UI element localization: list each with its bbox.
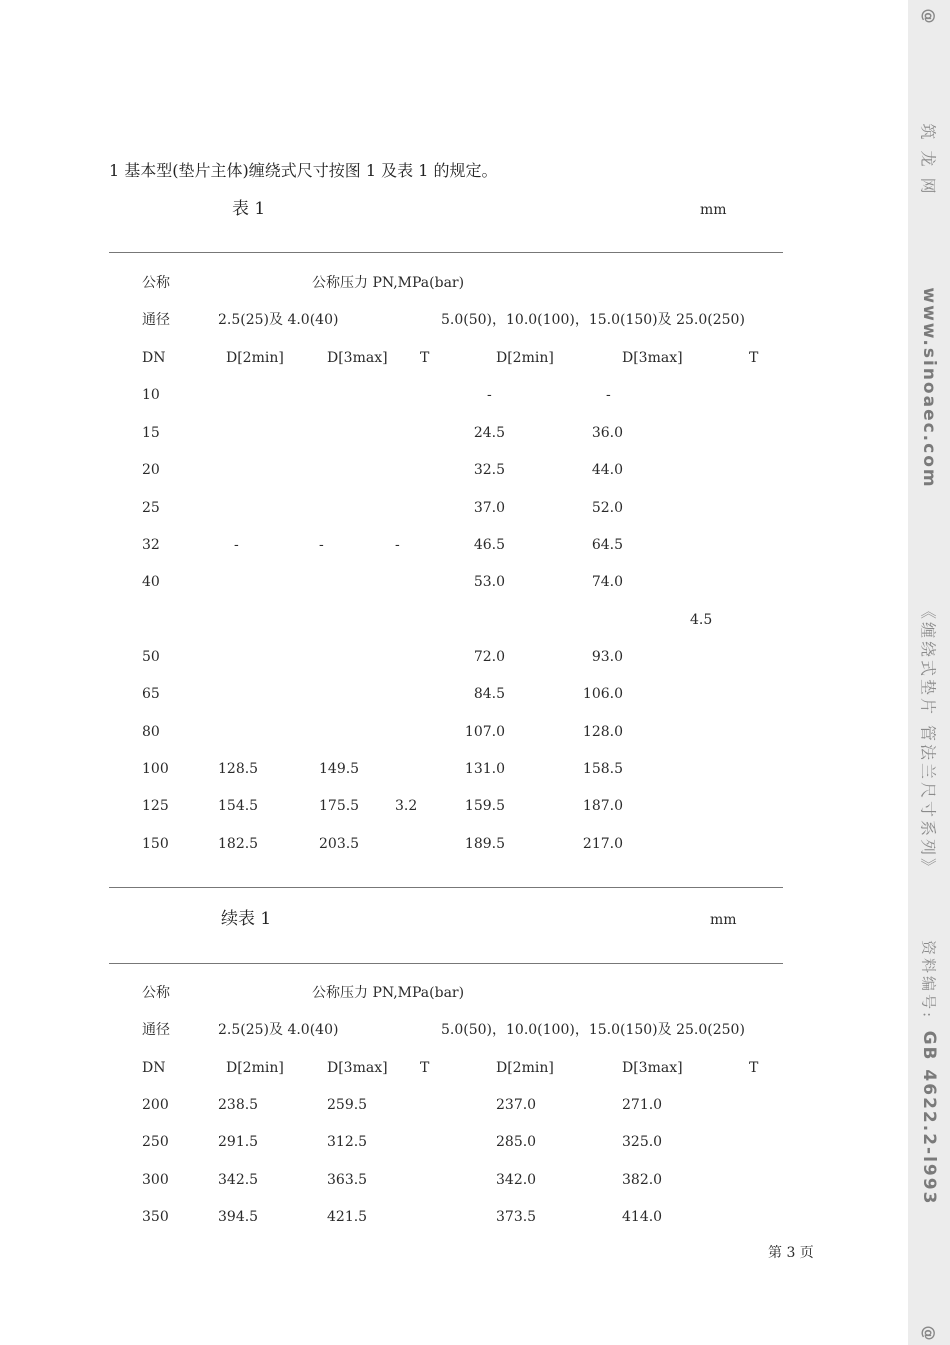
cell-d3max-2: 106.0 — [582, 686, 623, 702]
cell-d2min-2: 84.5 — [473, 686, 505, 702]
cell-dn: 150 — [142, 836, 169, 852]
at-icon: @ — [920, 1325, 938, 1341]
at-icon: @ — [920, 8, 938, 24]
header-d2min-2: D[2min] — [496, 1060, 554, 1076]
cell-dn: 50 — [142, 649, 160, 665]
header-t-2: T — [749, 350, 759, 366]
header-d3max-2: D[3max] — [622, 350, 683, 366]
header-d2min-1: D[2min] — [226, 350, 284, 366]
cell-d3max-2: 271.0 — [622, 1097, 663, 1113]
cell-dn: 125 — [142, 798, 169, 814]
unit-label: mm — [700, 202, 727, 218]
cell-d3max-2: - — [606, 387, 611, 403]
cell-dn: 300 — [142, 1172, 169, 1188]
cell-d3max-1: 203.5 — [319, 836, 360, 852]
header-d3max-1: D[3max] — [327, 1060, 388, 1076]
cell-dn: 25 — [142, 500, 160, 516]
cell-d2min-1: 182.5 — [218, 836, 259, 852]
cell-d2min-2: 72.0 — [473, 649, 505, 665]
cell-d3max-2: 52.0 — [591, 500, 623, 516]
cell-dn: 80 — [142, 724, 160, 740]
header-nominal: 公称 — [142, 985, 170, 1001]
cell-d2min-2: 53.0 — [473, 574, 505, 590]
cell-d2min-2: 342.0 — [496, 1172, 537, 1188]
cell-d3max-2: 93.0 — [591, 649, 623, 665]
cell-d3max-1: 312.5 — [327, 1134, 368, 1150]
header-group2: 5.0(50)，10.0(100)，15.0(150)及 25.0(250) — [441, 1022, 745, 1038]
header-pressure: 公称压力 PN,MPa(bar) — [312, 985, 465, 1001]
table-top-rule — [109, 252, 783, 253]
header-d2min-1: D[2min] — [226, 1060, 284, 1076]
cell-d2min-1: 394.5 — [218, 1209, 259, 1225]
cell-d2min-1: 238.5 — [218, 1097, 259, 1113]
table-caption: 表 1 — [232, 199, 266, 219]
cell-d3max-2: 128.0 — [582, 724, 623, 740]
site-url: www.sinoaec.com — [919, 287, 939, 489]
cell-d3max-1: 175.5 — [319, 798, 360, 814]
cell-dn: 40 — [142, 574, 160, 590]
cell-d2min-1: 291.5 — [218, 1134, 259, 1150]
cell-d2min-1: 342.5 — [218, 1172, 259, 1188]
cell-dn: 32 — [142, 537, 160, 553]
cell-dn: 350 — [142, 1209, 169, 1225]
cell-d2min-2: 46.5 — [473, 537, 505, 553]
cell-d2min-1: 154.5 — [218, 798, 259, 814]
unit-label: mm — [710, 912, 737, 928]
header-bore: 通径 — [142, 1022, 170, 1038]
cell-d3max-2: 382.0 — [622, 1172, 663, 1188]
table-caption: 续表 1 — [221, 909, 272, 929]
header-t-1: T — [420, 1060, 430, 1076]
cell-d3max-1: 259.5 — [327, 1097, 368, 1113]
cell-d2min-2: 32.5 — [473, 462, 505, 478]
cell-d3max-1: - — [319, 537, 324, 553]
cell-dn: 15 — [142, 425, 160, 441]
cell-d2min-2: 37.0 — [473, 500, 505, 516]
table-bottom-rule — [109, 887, 783, 888]
cell-d3max-2: 217.0 — [582, 836, 623, 852]
cell-d2min-1: - — [234, 537, 239, 553]
header-t-1: T — [420, 350, 430, 366]
cell-d2min-2: 373.5 — [496, 1209, 537, 1225]
cell-t-2-merged: 4.5 — [690, 612, 713, 628]
header-pressure: 公称压力 PN,MPa(bar) — [312, 275, 465, 291]
header-nominal: 公称 — [142, 275, 170, 291]
cell-d2min-2: 131.0 — [464, 761, 505, 777]
cell-t-1: - — [395, 537, 400, 553]
cell-d3max-1: 363.5 — [327, 1172, 368, 1188]
cell-dn: 20 — [142, 462, 160, 478]
cell-d3max-2: 187.0 — [582, 798, 623, 814]
cell-d2min-2: 159.5 — [464, 798, 505, 814]
cell-d3max-2: 158.5 — [582, 761, 623, 777]
intro-text: 1 基本型(垫片主体)缠绕式尺寸按图 1 及表 1 的规定。 — [109, 161, 498, 180]
cell-d2min-2: 285.0 — [496, 1134, 537, 1150]
document-title: 《缠绕式垫片 管法兰尺寸系列》 — [918, 602, 938, 878]
cell-d3max-2: 325.0 — [622, 1134, 663, 1150]
cell-d2min-2: 107.0 — [464, 724, 505, 740]
cell-d3max-2: 414.0 — [622, 1209, 663, 1225]
cell-d2min-2: - — [487, 387, 492, 403]
header-t-2: T — [749, 1060, 759, 1076]
table-top-rule — [109, 963, 783, 964]
cell-d2min-2: 237.0 — [496, 1097, 537, 1113]
cell-d3max-2: 36.0 — [591, 425, 623, 441]
header-dn: DN — [142, 350, 166, 366]
cell-dn: 100 — [142, 761, 169, 777]
header-bore: 通径 — [142, 312, 170, 328]
cell-d2min-2: 189.5 — [464, 836, 505, 852]
header-d2min-2: D[2min] — [496, 350, 554, 366]
cell-d3max-2: 44.0 — [591, 462, 623, 478]
cell-d2min-1: 128.5 — [218, 761, 259, 777]
header-dn: DN — [142, 1060, 166, 1076]
page-number: 第 3 页 — [768, 1245, 814, 1261]
header-d3max-1: D[3max] — [327, 350, 388, 366]
cell-d3max-2: 64.5 — [591, 537, 623, 553]
cell-d3max-1: 149.5 — [319, 761, 360, 777]
cell-dn: 250 — [142, 1134, 169, 1150]
document-id-label: 资料编号: — [919, 939, 938, 1021]
cell-dn: 10 — [142, 387, 160, 403]
cell-dn: 65 — [142, 686, 160, 702]
site-name-cn: 筑 龙 网 — [918, 123, 938, 197]
cell-d2min-2: 24.5 — [473, 425, 505, 441]
cell-d3max-1: 421.5 — [327, 1209, 368, 1225]
header-group1: 2.5(25)及 4.0(40) — [218, 312, 339, 328]
header-group1: 2.5(25)及 4.0(40) — [218, 1022, 339, 1038]
cell-d3max-2: 74.0 — [591, 574, 623, 590]
cell-t-1: 3.2 — [395, 798, 418, 814]
header-d3max-2: D[3max] — [622, 1060, 683, 1076]
cell-dn: 200 — [142, 1097, 169, 1113]
header-group2: 5.0(50)，10.0(100)，15.0(150)及 25.0(250) — [441, 312, 745, 328]
document-id: GB 4622.2-l993 — [919, 1030, 939, 1206]
